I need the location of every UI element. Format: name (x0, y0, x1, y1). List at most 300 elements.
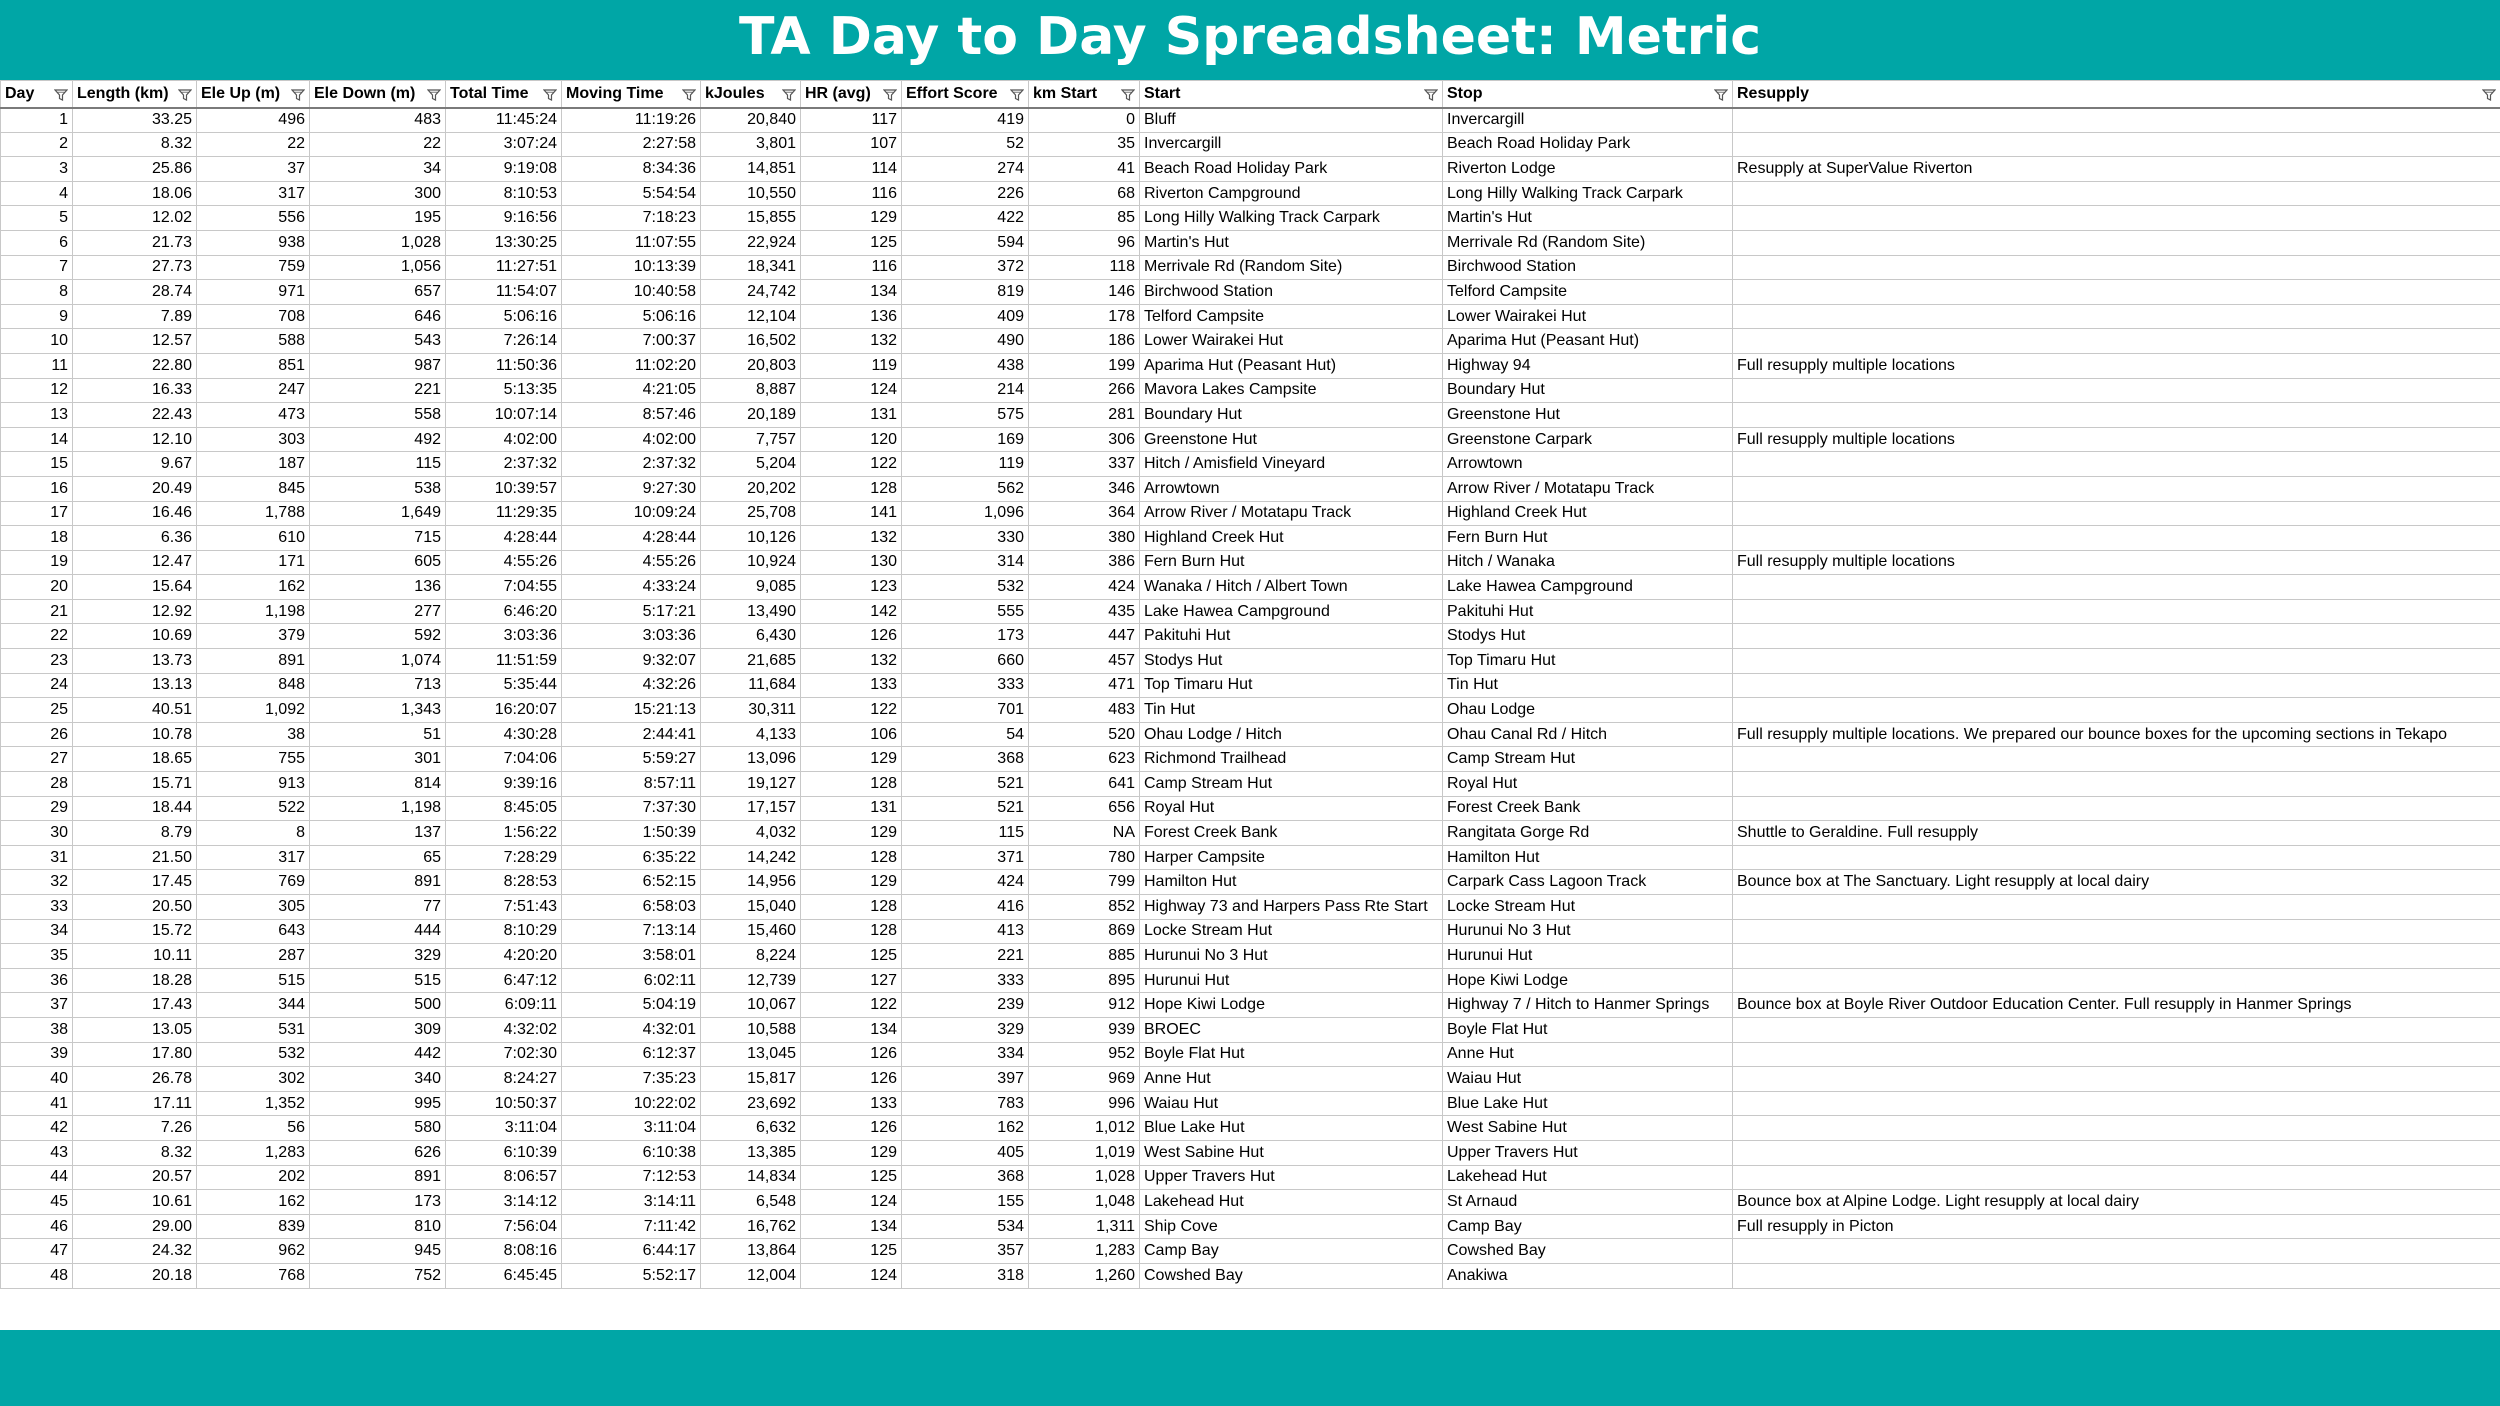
cell[interactable]: 29 (1, 796, 73, 821)
cell[interactable]: 22,924 (701, 230, 801, 255)
cell[interactable]: 594 (902, 230, 1029, 255)
cell[interactable]: 9:27:30 (562, 476, 701, 501)
cell[interactable]: 309 (310, 1017, 446, 1042)
cell[interactable]: 522 (197, 796, 310, 821)
cell[interactable]: 1,198 (197, 599, 310, 624)
cell[interactable]: Stodys Hut (1443, 624, 1733, 649)
cell[interactable]: Telford Campsite (1443, 280, 1733, 305)
cell[interactable]: 43 (1, 1140, 73, 1165)
cell[interactable]: 769 (197, 870, 310, 895)
cell[interactable]: 334 (902, 1042, 1029, 1067)
cell[interactable]: 0 (1029, 108, 1140, 133)
cell[interactable]: Boundary Hut (1140, 403, 1443, 428)
cell[interactable]: 12,004 (701, 1263, 801, 1288)
cell[interactable]: 7:02:30 (446, 1042, 562, 1067)
cell[interactable]: 368 (902, 1165, 1029, 1190)
cell[interactable]: 10,924 (701, 550, 801, 575)
cell[interactable] (1733, 968, 2500, 993)
cell[interactable]: Bounce box at Boyle River Outdoor Education Center. Full resupply in Hanmer Springs (1733, 993, 2500, 1018)
cell[interactable]: 11:51:59 (446, 649, 562, 674)
cell[interactable]: 129 (801, 821, 902, 846)
cell[interactable]: 281 (1029, 403, 1140, 428)
cell[interactable]: 6:58:03 (562, 895, 701, 920)
cell[interactable]: Hurunui No 3 Hut (1443, 919, 1733, 944)
cell[interactable]: 490 (902, 329, 1029, 354)
cell[interactable]: Resupply at SuperValue Riverton (1733, 157, 2500, 182)
cell[interactable]: 6,632 (701, 1116, 801, 1141)
cell[interactable]: 5,204 (701, 452, 801, 477)
cell[interactable]: 869 (1029, 919, 1140, 944)
cell[interactable]: 21,685 (701, 649, 801, 674)
cell[interactable] (1733, 403, 2500, 428)
cell[interactable]: 35 (1029, 132, 1140, 157)
cell[interactable]: 287 (197, 944, 310, 969)
cell[interactable]: 317 (197, 181, 310, 206)
cell[interactable]: 20,803 (701, 353, 801, 378)
cell[interactable]: Hope Kiwi Lodge (1443, 968, 1733, 993)
cell[interactable]: 13 (1, 403, 73, 428)
cell[interactable]: 3:11:04 (446, 1116, 562, 1141)
cell[interactable]: 24,742 (701, 280, 801, 305)
cell[interactable]: 131 (801, 403, 902, 428)
cell[interactable]: 173 (310, 1190, 446, 1215)
cell[interactable]: 9:32:07 (562, 649, 701, 674)
cell[interactable]: 13,864 (701, 1239, 801, 1264)
cell[interactable]: 41 (1029, 157, 1140, 182)
cell[interactable]: 10,550 (701, 181, 801, 206)
cell[interactable]: 6:46:20 (446, 599, 562, 624)
cell[interactable]: 1,074 (310, 649, 446, 674)
cell[interactable]: 515 (310, 968, 446, 993)
cell[interactable]: 2:44:41 (562, 722, 701, 747)
cell[interactable]: 12.47 (73, 550, 197, 575)
cell[interactable]: 15:21:13 (562, 698, 701, 723)
cell[interactable]: 962 (197, 1239, 310, 1264)
cell[interactable]: 4:55:26 (562, 550, 701, 575)
cell[interactable]: 18.28 (73, 968, 197, 993)
cell[interactable]: 20.57 (73, 1165, 197, 1190)
cell[interactable]: Arrowtown (1140, 476, 1443, 501)
cell[interactable]: 768 (197, 1263, 310, 1288)
cell[interactable]: 20,840 (701, 108, 801, 133)
filter-funnel-icon[interactable] (1010, 88, 1024, 100)
cell[interactable]: 483 (1029, 698, 1140, 723)
cell[interactable]: Lower Wairakei Hut (1140, 329, 1443, 354)
cell[interactable]: 8:10:53 (446, 181, 562, 206)
cell[interactable]: 1:56:22 (446, 821, 562, 846)
cell[interactable] (1733, 747, 2500, 772)
cell[interactable]: 13.73 (73, 649, 197, 674)
filter-funnel-icon[interactable] (782, 88, 796, 100)
cell[interactable]: Greenstone Hut (1140, 427, 1443, 452)
cell[interactable]: 4:32:02 (446, 1017, 562, 1042)
cell[interactable] (1733, 919, 2500, 944)
cell[interactable]: 409 (902, 304, 1029, 329)
cell[interactable]: Camp Stream Hut (1443, 747, 1733, 772)
cell[interactable]: BROEC (1140, 1017, 1443, 1042)
cell[interactable]: 799 (1029, 870, 1140, 895)
cell[interactable]: 1,019 (1029, 1140, 1140, 1165)
cell[interactable]: 5:35:44 (446, 673, 562, 698)
cell[interactable]: 23 (1, 649, 73, 674)
cell[interactable]: 346 (1029, 476, 1140, 501)
cell[interactable]: 4:02:00 (562, 427, 701, 452)
cell[interactable]: 117 (801, 108, 902, 133)
cell[interactable]: 29.00 (73, 1214, 197, 1239)
cell[interactable]: Birchwood Station (1140, 280, 1443, 305)
filter-funnel-icon[interactable] (291, 88, 305, 100)
cell[interactable]: 45 (1, 1190, 73, 1215)
cell[interactable]: 13.13 (73, 673, 197, 698)
cell[interactable]: 42 (1, 1116, 73, 1141)
cell[interactable] (1733, 1017, 2500, 1042)
cell[interactable]: 13,045 (701, 1042, 801, 1067)
cell[interactable]: 128 (801, 476, 902, 501)
cell[interactable]: 106 (801, 722, 902, 747)
cell[interactable]: 15,817 (701, 1067, 801, 1092)
cell[interactable]: 471 (1029, 673, 1140, 698)
cell[interactable]: Pakituhi Hut (1443, 599, 1733, 624)
cell[interactable]: 397 (902, 1067, 1029, 1092)
cell[interactable]: 5:54:54 (562, 181, 701, 206)
cell[interactable]: 277 (310, 599, 446, 624)
cell[interactable]: 422 (902, 206, 1029, 231)
cell[interactable]: 848 (197, 673, 310, 698)
cell[interactable]: 5:06:16 (562, 304, 701, 329)
cell[interactable]: 52 (902, 132, 1029, 157)
cell[interactable]: 10,588 (701, 1017, 801, 1042)
cell[interactable]: Merrivale Rd (Random Site) (1140, 255, 1443, 280)
cell[interactable]: 380 (1029, 526, 1140, 551)
cell[interactable]: 329 (310, 944, 446, 969)
cell[interactable]: 11:19:26 (562, 108, 701, 133)
cell[interactable]: 33 (1, 895, 73, 920)
cell[interactable]: 17.80 (73, 1042, 197, 1067)
cell[interactable]: 38 (1, 1017, 73, 1042)
cell[interactable]: 447 (1029, 624, 1140, 649)
cell[interactable]: 1,260 (1029, 1263, 1140, 1288)
cell[interactable]: 839 (197, 1214, 310, 1239)
cell[interactable]: 344 (197, 993, 310, 1018)
cell[interactable]: Upper Travers Hut (1443, 1140, 1733, 1165)
cell[interactable]: Beach Road Holiday Park (1443, 132, 1733, 157)
cell[interactable]: 3,801 (701, 132, 801, 157)
cell[interactable]: 6:09:11 (446, 993, 562, 1018)
cell[interactable] (1733, 304, 2500, 329)
cell[interactable]: 18.06 (73, 181, 197, 206)
filter-funnel-icon[interactable] (543, 88, 557, 100)
cell[interactable]: Hope Kiwi Lodge (1140, 993, 1443, 1018)
cell[interactable]: 12,739 (701, 968, 801, 993)
cell[interactable]: 7:18:23 (562, 206, 701, 231)
cell[interactable]: 124 (801, 1190, 902, 1215)
cell[interactable]: 119 (801, 353, 902, 378)
cell[interactable]: 641 (1029, 772, 1140, 797)
cell[interactable]: 755 (197, 747, 310, 772)
cell[interactable]: 2:37:32 (562, 452, 701, 477)
cell[interactable]: Lakehead Hut (1443, 1165, 1733, 1190)
cell[interactable]: 239 (902, 993, 1029, 1018)
cell[interactable]: 532 (197, 1042, 310, 1067)
cell[interactable]: 1,649 (310, 501, 446, 526)
cell[interactable]: 16:20:07 (446, 698, 562, 723)
cell[interactable]: 333 (902, 968, 1029, 993)
cell[interactable]: 4:28:44 (562, 526, 701, 551)
cell[interactable]: Ohau Lodge (1443, 698, 1733, 723)
cell[interactable]: 4:02:00 (446, 427, 562, 452)
cell[interactable]: 7:12:53 (562, 1165, 701, 1190)
cell[interactable]: 7:04:06 (446, 747, 562, 772)
cell[interactable] (1733, 1165, 2500, 1190)
cell[interactable]: 6 (1, 230, 73, 255)
cell[interactable]: 128 (801, 772, 902, 797)
cell[interactable]: 4:20:20 (446, 944, 562, 969)
cell[interactable] (1733, 1239, 2500, 1264)
cell[interactable] (1733, 895, 2500, 920)
cell[interactable]: 56 (197, 1116, 310, 1141)
cell[interactable]: 8:34:36 (562, 157, 701, 182)
cell[interactable]: 18 (1, 526, 73, 551)
cell[interactable]: 14,956 (701, 870, 801, 895)
cell[interactable]: 783 (902, 1091, 1029, 1116)
cell[interactable]: 300 (310, 181, 446, 206)
cell[interactable] (1733, 1067, 2500, 1092)
column-header-4[interactable] (446, 81, 562, 108)
cell[interactable]: 713 (310, 673, 446, 698)
cell[interactable]: 4:32:01 (562, 1017, 701, 1042)
cell[interactable]: 4:30:28 (446, 722, 562, 747)
cell[interactable]: 424 (1029, 575, 1140, 600)
cell[interactable] (1733, 501, 2500, 526)
cell[interactable]: 1,048 (1029, 1190, 1140, 1215)
cell[interactable]: 6:35:22 (562, 845, 701, 870)
cell[interactable]: 531 (197, 1017, 310, 1042)
cell[interactable]: 9,085 (701, 575, 801, 600)
column-header-1[interactable] (73, 81, 197, 108)
cell[interactable]: Wanaka / Hitch / Albert Town (1140, 575, 1443, 600)
cell[interactable]: 16.33 (73, 378, 197, 403)
cell[interactable]: Locke Stream Hut (1140, 919, 1443, 944)
cell[interactable]: 21 (1, 599, 73, 624)
cell[interactable]: Birchwood Station (1443, 255, 1733, 280)
cell[interactable]: 7:28:29 (446, 845, 562, 870)
cell[interactable]: 34 (1, 919, 73, 944)
cell[interactable]: 515 (197, 968, 310, 993)
cell[interactable]: 330 (902, 526, 1029, 551)
cell[interactable]: 116 (801, 181, 902, 206)
cell[interactable]: Highway 94 (1443, 353, 1733, 378)
cell[interactable]: Hitch / Amisfield Vineyard (1140, 452, 1443, 477)
cell[interactable]: 23,692 (701, 1091, 801, 1116)
cell[interactable]: Aparima Hut (Peasant Hut) (1443, 329, 1733, 354)
cell[interactable]: 7:00:37 (562, 329, 701, 354)
cell[interactable]: 128 (801, 919, 902, 944)
cell[interactable]: 303 (197, 427, 310, 452)
cell[interactable]: 136 (310, 575, 446, 600)
cell[interactable] (1733, 108, 2500, 133)
cell[interactable]: 588 (197, 329, 310, 354)
cell[interactable]: Hamilton Hut (1443, 845, 1733, 870)
cell[interactable]: 11:02:20 (562, 353, 701, 378)
cell[interactable]: 1,352 (197, 1091, 310, 1116)
cell[interactable]: 7,757 (701, 427, 801, 452)
cell[interactable]: 36 (1, 968, 73, 993)
cell[interactable]: 10 (1, 329, 73, 354)
cell[interactable]: 1:50:39 (562, 821, 701, 846)
cell[interactable]: 3:14:12 (446, 1190, 562, 1215)
cell[interactable]: 6.36 (73, 526, 197, 551)
cell[interactable]: 5:04:19 (562, 993, 701, 1018)
cell[interactable]: 340 (310, 1067, 446, 1092)
filter-funnel-icon[interactable] (1121, 88, 1135, 100)
cell[interactable]: 48 (1, 1263, 73, 1288)
cell[interactable]: 114 (801, 157, 902, 182)
cell[interactable]: 8 (197, 821, 310, 846)
filter-funnel-icon[interactable] (682, 88, 696, 100)
cell[interactable]: 1,012 (1029, 1116, 1140, 1141)
cell[interactable]: 913 (197, 772, 310, 797)
cell[interactable]: 155 (902, 1190, 1029, 1215)
cell[interactable]: 6:45:45 (446, 1263, 562, 1288)
cell[interactable]: 3:14:11 (562, 1190, 701, 1215)
cell[interactable]: 178 (1029, 304, 1140, 329)
cell[interactable]: 171 (197, 550, 310, 575)
cell[interactable]: 15.64 (73, 575, 197, 600)
cell[interactable]: West Sabine Hut (1443, 1116, 1733, 1141)
cell[interactable]: 22 (310, 132, 446, 157)
cell[interactable]: 195 (310, 206, 446, 231)
cell[interactable]: 1,198 (310, 796, 446, 821)
cell[interactable]: 14,834 (701, 1165, 801, 1190)
cell[interactable]: Top Timaru Hut (1140, 673, 1443, 698)
cell[interactable]: 19 (1, 550, 73, 575)
cell[interactable]: 13,385 (701, 1140, 801, 1165)
cell[interactable]: 12.02 (73, 206, 197, 231)
cell[interactable]: Hurunui Hut (1140, 968, 1443, 993)
cell[interactable]: Mavora Lakes Campsite (1140, 378, 1443, 403)
cell[interactable]: Full resupply multiple locations. We prepared our bounce boxes for the upcoming sections in Tekapo (1733, 722, 2500, 747)
cell[interactable]: 51 (310, 722, 446, 747)
cell[interactable]: 405 (902, 1140, 1029, 1165)
cell[interactable]: 14,851 (701, 157, 801, 182)
cell[interactable]: 2:27:58 (562, 132, 701, 157)
cell[interactable]: 444 (310, 919, 446, 944)
cell[interactable]: 31 (1, 845, 73, 870)
cell[interactable]: 2:37:32 (446, 452, 562, 477)
cell[interactable]: 4:55:26 (446, 550, 562, 575)
cell[interactable]: 10,126 (701, 526, 801, 551)
column-header-6[interactable] (701, 81, 801, 108)
cell[interactable]: Shuttle to Geraldine. Full resupply (1733, 821, 2500, 846)
cell[interactable]: 132 (801, 329, 902, 354)
cell[interactable]: 132 (801, 649, 902, 674)
cell[interactable]: 13.05 (73, 1017, 197, 1042)
cell[interactable]: 226 (902, 181, 1029, 206)
cell[interactable]: 41 (1, 1091, 73, 1116)
cell[interactable]: 708 (197, 304, 310, 329)
cell[interactable]: 7:35:23 (562, 1067, 701, 1092)
cell[interactable]: Stodys Hut (1140, 649, 1443, 674)
cell[interactable] (1733, 329, 2500, 354)
cell[interactable]: 5:17:21 (562, 599, 701, 624)
cell[interactable]: 329 (902, 1017, 1029, 1042)
cell[interactable]: 483 (310, 108, 446, 133)
cell[interactable]: 16.46 (73, 501, 197, 526)
cell[interactable]: 8:45:05 (446, 796, 562, 821)
cell[interactable]: Anne Hut (1140, 1067, 1443, 1092)
cell[interactable]: 12.92 (73, 599, 197, 624)
cell[interactable]: 129 (801, 1140, 902, 1165)
cell[interactable]: 660 (902, 649, 1029, 674)
cell[interactable]: Lake Hawea Campground (1443, 575, 1733, 600)
cell[interactable]: 125 (801, 1165, 902, 1190)
cell[interactable]: 4:33:24 (562, 575, 701, 600)
cell[interactable]: 8:06:57 (446, 1165, 562, 1190)
cell[interactable]: 814 (310, 772, 446, 797)
cell[interactable]: 562 (902, 476, 1029, 501)
cell[interactable]: 274 (902, 157, 1029, 182)
cell[interactable]: 534 (902, 1214, 1029, 1239)
cell[interactable]: 119 (902, 452, 1029, 477)
cell[interactable]: 435 (1029, 599, 1140, 624)
cell[interactable] (1733, 181, 2500, 206)
cell[interactable]: Forest Creek Bank (1443, 796, 1733, 821)
column-header-9[interactable] (1029, 81, 1140, 108)
cell[interactable]: 10.11 (73, 944, 197, 969)
cell[interactable]: 68 (1029, 181, 1140, 206)
column-header-3[interactable] (310, 81, 446, 108)
cell[interactable]: Ohau Canal Rd / Hitch (1443, 722, 1733, 747)
cell[interactable]: 126 (801, 1116, 902, 1141)
cell[interactable]: 25.86 (73, 157, 197, 182)
cell[interactable]: 9 (1, 304, 73, 329)
cell[interactable]: 11,684 (701, 673, 801, 698)
cell[interactable]: NA (1029, 821, 1140, 846)
cell[interactable]: 521 (902, 772, 1029, 797)
cell[interactable]: 21.73 (73, 230, 197, 255)
cell[interactable]: 368 (902, 747, 1029, 772)
cell[interactable]: 142 (801, 599, 902, 624)
cell[interactable]: 116 (801, 255, 902, 280)
cell[interactable]: 118 (1029, 255, 1140, 280)
cell[interactable]: 424 (902, 870, 1029, 895)
cell[interactable]: Telford Campsite (1140, 304, 1443, 329)
filter-funnel-icon[interactable] (1424, 88, 1438, 100)
cell[interactable]: 7:56:04 (446, 1214, 562, 1239)
cell[interactable]: 580 (310, 1116, 446, 1141)
cell[interactable]: 302 (197, 1067, 310, 1092)
cell[interactable]: 18.65 (73, 747, 197, 772)
cell[interactable]: 107 (801, 132, 902, 157)
cell[interactable]: 15.72 (73, 919, 197, 944)
cell[interactable]: 8.32 (73, 1140, 197, 1165)
filter-funnel-icon[interactable] (1714, 88, 1728, 100)
cell[interactable]: 130 (801, 550, 902, 575)
cell[interactable]: Waiau Hut (1443, 1067, 1733, 1092)
cell[interactable]: 54 (902, 722, 1029, 747)
cell[interactable]: 18.44 (73, 796, 197, 821)
cell[interactable]: 11:45:24 (446, 108, 562, 133)
cell[interactable]: 26.78 (73, 1067, 197, 1092)
cell[interactable]: 128 (801, 845, 902, 870)
cell[interactable] (1733, 796, 2500, 821)
cell[interactable]: 47 (1, 1239, 73, 1264)
cell[interactable]: 10:13:39 (562, 255, 701, 280)
cell[interactable]: Greenstone Hut (1443, 403, 1733, 428)
cell[interactable]: 129 (801, 747, 902, 772)
cell[interactable]: 11 (1, 353, 73, 378)
cell[interactable]: 6:12:37 (562, 1042, 701, 1067)
